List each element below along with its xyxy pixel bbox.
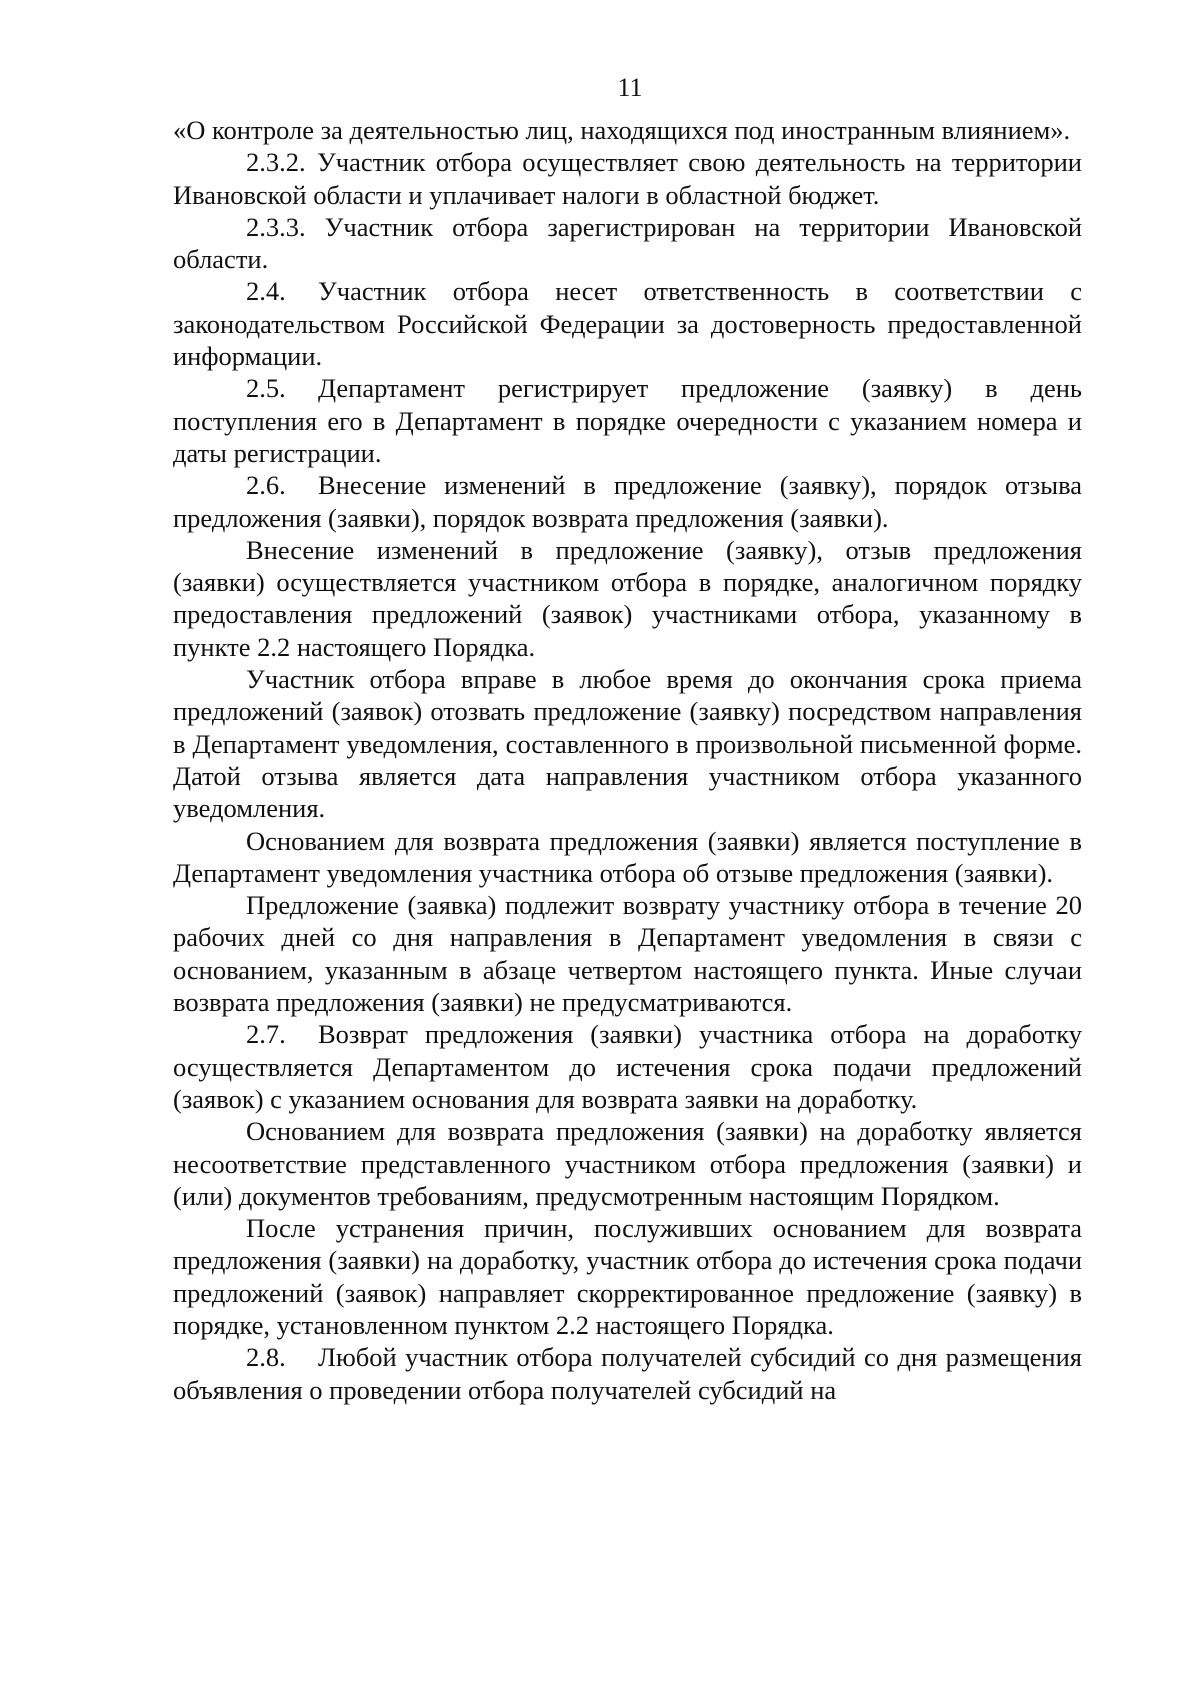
paragraph-2-7 (173, 1018, 1082, 1115)
paragraph-continuation: «О контроле за деятельностью лиц, находящихся под иностранным влиянием». (173, 115, 1071, 145)
clause-number: 2.3.2. (246, 147, 306, 178)
paragraph-rework-basis: Основанием для возврата предложения (заявки) на доработку является несоответствие представленного участником отбора предложения (заявки) и (или) документов требованиям, предусмотренным настоящим Порядком. (173, 1116, 1082, 1211)
paragraph-return-basis: Основанием для возврата предложения (заявки) является поступление в Департамент уведомления участника отбора об отзыве предложения (заявки). (173, 825, 1082, 888)
clause-number: 2.3.3. (246, 211, 306, 242)
paragraph-return-term: Предложение (заявка) подлежит возврату участнику отбора в течение 20 рабочих дней со дня направления в Департамент уведомления в связи с основанием, указанным в абзаце четвертом настоящего пункта. Иные случаи возврата предложения (заявки) не предусматриваются. (173, 890, 1082, 1018)
paragraph-changes: Внесение изменений в предложение (заявку), отзыв предложения (заявки) осуществляется участником отбора в порядке, аналогичном порядку предоставления предложений (заявок) участниками отбора, указанному в пункте 2.2 настоящего Порядка. (173, 534, 1082, 662)
paragraph-2-4 (173, 275, 1082, 372)
paragraph-text: Участник отбора зарегистрирован на территории Ивановской области. (173, 211, 1082, 275)
paragraph-2-3-2 (173, 146, 1082, 211)
clause-number: 2.7. (246, 1019, 286, 1050)
paragraph-text: Участник отбора несет ответственность в соответствии с законодательством Российской Федерации за достоверность предоставленной информации. (173, 276, 1082, 372)
page-number: 11 (617, 73, 643, 102)
clause-number: 2.4. (246, 276, 286, 307)
paragraph-after-correction: После устранения причин, послуживших основанием для возврата предложения (заявки) на доработку, участник отбора до истечения срока подачи предложений (заявок) направляет скорректированное предложение (заявку) в порядке, установленном пунктом 2.2 настоящего Порядка. (173, 1213, 1082, 1340)
clause-number: 2.5. (246, 373, 286, 404)
document-body (173, 114, 1082, 1406)
paragraph-2-8 (173, 1341, 1082, 1406)
paragraph-2-3-3 (173, 211, 1082, 276)
paragraph-text: Возврат предложения (заявки) участника отбора на доработку осуществляется Департаментом до истечения срока подачи предложений (заявок) с указанием основания для возврата заявки на доработку. (173, 1019, 1082, 1114)
paragraph-text: Любой участник отбора получателей субсидий со дня размещения объявления о проведении отбора получателей субсидий на (173, 1342, 1082, 1405)
clause-number: 2.6. (246, 470, 286, 501)
paragraph-text: Внесение изменений в предложение (заявку), порядок отзыва предложения (заявки), порядок возврата предложения (заявки). (173, 470, 1082, 533)
paragraph-text: Департамент регистрирует предложение (заявку) в день поступления его в Департамент в порядке очередности с указанием номера и даты регистрации. (173, 373, 1082, 468)
paragraph-text: Участник отбора осуществляет свою деятельность на территории Ивановской области и уплачивает налоги в областной бюджет. (173, 147, 1082, 210)
clause-number: 2.8. (246, 1342, 286, 1373)
paragraph-withdrawal: Участник отбора вправе в любое время до окончания срока приема предложений (заявок) отозвать предложение (заявку) посредством направления в Департамент уведомления, составленного в произвольной письменной форме. Датой отзыва является дата направления участником отбора указанного уведомления. (173, 664, 1082, 824)
paragraph-2-5 (173, 372, 1082, 469)
paragraph-2-6 (173, 469, 1082, 534)
